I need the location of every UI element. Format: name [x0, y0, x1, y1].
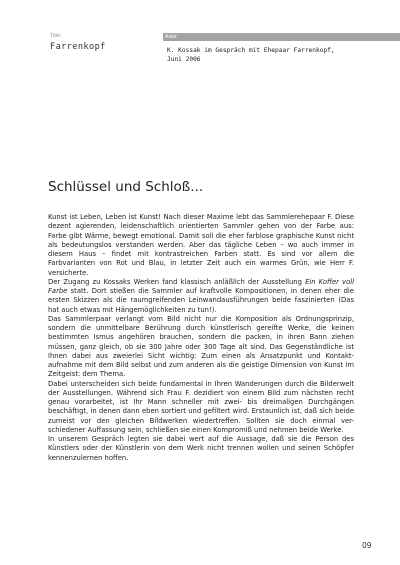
paragraph	[48, 278, 354, 315]
paragraph-text: Kunst ist Leben, Leben ist Kunst! Nach dieser Maxime lebt das Sammlerehepaar F. Diese dezent agierenden, leidenschaftlich orientierten Sammler gehen von der Farbe aus: Farbe gibt Wärme, bewegt emotional. Damit soll die eher farblose graphische Kunst nicht als bedeutungslos verstanden werden. Aber das tägliche Leben – wo auch immer in diesem Haus – findet mit kontrastreichen Farben statt. Es sind vor allem die Farbvarianten von Rot und Blau, in letzter Zeit auch ein warmes Grün, wie Herr F. versicherte.	[48, 213, 354, 277]
author-label-bar	[163, 33, 400, 41]
author-label: Autor	[165, 34, 177, 40]
paragraph	[48, 380, 354, 436]
paragraph-text: Dabei unterscheiden sich beide fundamental in Ihren Wanderungen durch die Bilderwelt der Ausstellungen. Während sich Frau F. dezidiert von einem Bild zum nächsten recht genau vorarbeitet, ist Ihr Mann schneller mit zwei- bis dreimaligen Durchgängen beschäftigt, in denen dann eben sortiert und gefiltert wird. Erstaunlich ist, daß sich beide zumeist vor den gleichen Bildwerken wiedertreffen. Sollten sie doch einmal ver-schiedener Auffassung sein, schließen sie einen Kompromiß und nehmen beide Werke.	[48, 379, 354, 434]
title-label: Title:	[50, 33, 62, 39]
italic-text: Ein Koffer voll Farbe	[48, 277, 355, 295]
section-heading: Schlüssel und Schloß...	[48, 179, 204, 195]
paragraph-text: In unserem Gespräch legten sie dabei wert auf die Aussage, daß sie die Person des Künstlers oder der Künstlerin von dem Werk nicht trennen wollen und seinen Schöpfer kennenzulernen hoffen.	[48, 435, 354, 462]
paragraph	[48, 315, 354, 380]
page-number: 09	[362, 541, 372, 550]
body-text	[48, 213, 354, 463]
author-value: K. Kossak im Gespräch mit Ehepaar Farrenkopf, Juni 2006	[167, 47, 335, 63]
title-field	[50, 33, 106, 52]
paragraph-text: Das Sammlerpaar verlangt vom Bild nicht nur die Komposition als Ordnungsprinzip, sondern die unmittelbare Berührung durch künstlerisch gereifte Werke, die keinen bestimmten Ismus angehören brauchen, sondern die packen, in ihren Bann ziehen müssen, ganz gleich, ob sie 300 Jahre oder 300 Tage alt sind. Das Gegenständliche ist Ihnen dabei aus zweierlei Sicht wichtig: Zum einen als Ansatzpunkt und Kontakt-aufnahme mit dem Bild selbst und zum anderen als die geistige Dimension von Kunst im Zeitgeist: dem Thema.	[48, 314, 354, 379]
paragraph-text: statt. Dort stießen die Sammler auf kraftvolle Kompositionen, in denen eher die ersten Skizzen als die raumgreifenden Leinwandausführungen beide faszinierten (Das hat auch etwas mit Hängemöglichkeiten zu tun!).	[48, 287, 354, 314]
paragraph	[48, 213, 354, 278]
paragraph-text: Der Zugang zu Kossaks Werken fand klassisch anläßlich der Ausstellung	[48, 277, 306, 286]
title-value: Farrenkopf	[50, 42, 106, 52]
paragraph	[48, 435, 354, 463]
